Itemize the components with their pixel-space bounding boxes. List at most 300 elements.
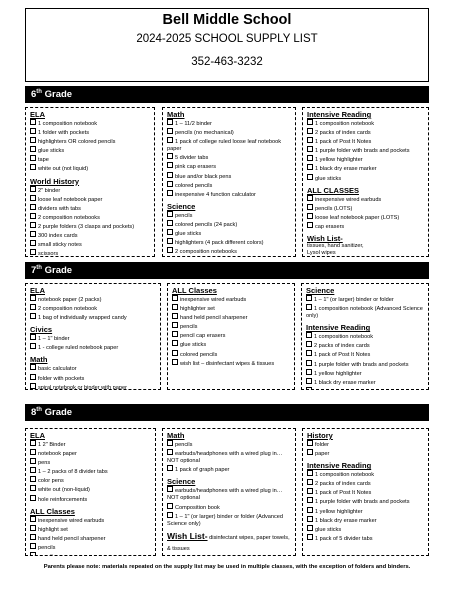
checkbox-icon[interactable] [307, 449, 313, 455]
grade-6-bar [25, 86, 429, 103]
supply-item-text: paper [315, 451, 330, 458]
checkbox-icon[interactable] [30, 495, 36, 501]
supply-item [167, 229, 292, 238]
checkbox-icon[interactable] [172, 313, 178, 319]
header-box [25, 8, 429, 82]
checkbox-icon[interactable] [172, 350, 178, 356]
supply-item-text: pink cap erasers [175, 164, 217, 171]
supply-item [30, 213, 151, 222]
supply-item-text: 1 composition notebook [315, 121, 375, 127]
checkbox-icon[interactable] [167, 465, 173, 471]
checkbox-icon[interactable] [172, 295, 178, 301]
checkbox-icon[interactable] [30, 543, 36, 549]
supply-item [172, 359, 291, 368]
supply-item [307, 164, 425, 173]
grade-7-column-3 [301, 283, 429, 390]
section-all-classes [30, 507, 152, 556]
supply-item [307, 479, 425, 488]
section-heading: Intensive Reading [306, 323, 371, 333]
section-heading: ALL Classes [172, 286, 217, 295]
supply-item-text: highlight set [38, 526, 68, 533]
checkbox-icon[interactable] [30, 213, 36, 219]
supply-item-text: 1 pack of graph paper [175, 467, 230, 474]
supply-item [30, 467, 152, 476]
supply-item-text: 1 pack of Post It Notes [314, 352, 371, 359]
supply-item [307, 222, 425, 231]
checkbox-icon[interactable] [307, 488, 313, 494]
checkbox-icon[interactable] [306, 295, 312, 301]
supply-item [30, 552, 152, 556]
supply-item [30, 222, 151, 231]
checkbox-icon[interactable] [167, 211, 173, 217]
supply-item [30, 543, 152, 552]
checkbox-icon[interactable] [30, 343, 36, 349]
checkbox-icon[interactable] [167, 137, 173, 143]
supply-item [167, 128, 292, 137]
checkbox-icon[interactable] [172, 322, 178, 328]
section-ela [30, 431, 152, 504]
checkbox-icon[interactable] [306, 369, 312, 375]
section-civics [30, 325, 157, 352]
supply-item-text [38, 554, 83, 556]
supply-item [30, 383, 157, 390]
section-intensive-reading [307, 110, 425, 183]
checkbox-icon[interactable] [30, 195, 36, 201]
checkbox-icon[interactable] [167, 486, 173, 492]
supply-item [306, 332, 425, 341]
supply-item [30, 364, 157, 373]
supply-item-text: 1 composition notebook [314, 334, 374, 341]
grade-suffix: th [36, 264, 42, 271]
checkbox-icon[interactable] [307, 128, 313, 134]
checkbox-icon[interactable] [307, 195, 313, 201]
supply-item-text: spiral notebook or binder with paper [38, 384, 127, 390]
parents-note: Parents please note: materials repeated on the supply list may be used in multiple classes, with the exception of folders and binders. [43, 564, 411, 570]
grade-7-column-1 [25, 283, 161, 390]
supply-item [30, 155, 151, 164]
checkbox-icon[interactable] [307, 440, 313, 446]
checkbox-icon[interactable] [30, 304, 36, 310]
supply-item [30, 137, 151, 146]
supply-item-text: glue sticks [315, 526, 342, 533]
section-all-classes [307, 186, 425, 231]
grade-label: Grade [41, 407, 73, 418]
supply-item-text: inexpensive wired earbuds [180, 297, 247, 303]
checkbox-icon[interactable] [307, 119, 313, 125]
section-heading: History [307, 431, 333, 440]
checkbox-icon[interactable] [167, 503, 173, 509]
checkbox-icon[interactable] [167, 162, 173, 168]
supply-item-text: colored pencils [180, 351, 218, 358]
supply-item-text: colored pencils (24 pack) [175, 221, 238, 228]
grade-8-column-3 [302, 428, 429, 556]
supply-item-text: pencils [38, 544, 56, 551]
section-heading: ELA [30, 431, 45, 440]
supply-item-text: color pens [38, 478, 64, 485]
supply-item [30, 476, 152, 485]
checkbox-icon[interactable] [30, 552, 36, 556]
supply-item-text: 2 composition notebooks [175, 249, 237, 256]
supply-item [167, 486, 292, 502]
checkbox-icon[interactable] [30, 137, 36, 143]
checkbox-icon[interactable] [307, 507, 313, 513]
phone-number: 352-463-3232 [191, 56, 263, 68]
grade-7-bar [25, 262, 429, 279]
supply-item-text: glue sticks [315, 175, 342, 182]
supply-item [306, 295, 425, 304]
wish-list-line: Lysol wipes [307, 250, 336, 257]
checkbox-icon[interactable] [30, 374, 36, 380]
supply-item [307, 449, 425, 458]
supply-item [30, 374, 157, 383]
section-heading: Math [167, 431, 185, 440]
checkbox-icon[interactable] [307, 516, 313, 522]
supply-item [307, 213, 425, 222]
checkbox-icon[interactable] [30, 119, 36, 125]
supply-item [306, 304, 425, 320]
checkbox-icon[interactable] [30, 204, 36, 210]
supply-item [167, 162, 292, 171]
supply-item [307, 516, 425, 525]
section-heading: ELA [30, 110, 45, 119]
checkbox-icon[interactable] [30, 467, 36, 473]
supply-item [167, 220, 292, 229]
supply-item-text: 1 composition notebook [315, 472, 375, 479]
supply-item-text: 300 index cards [38, 233, 78, 240]
section-heading: ALL CLASSES [307, 185, 359, 195]
supply-item [30, 334, 157, 343]
supply-item-text: scissors [38, 251, 59, 257]
section-heading: Science [167, 201, 196, 211]
section-math [30, 355, 157, 390]
section-science [306, 286, 425, 320]
section-ela [30, 286, 157, 322]
section-heading: Intensive Reading [307, 461, 372, 471]
supply-item [30, 295, 157, 304]
checkbox-icon[interactable] [30, 440, 36, 446]
supply-item-text: inexpensive 4 function calculator [175, 191, 256, 198]
supply-item-text: 1 black dry erase marker [315, 166, 377, 173]
supply-item [30, 304, 157, 313]
checkbox-icon[interactable] [307, 155, 313, 161]
section-math [167, 431, 292, 474]
checkbox-icon[interactable] [30, 516, 36, 522]
checkbox-icon[interactable] [30, 458, 36, 464]
checkbox-icon[interactable] [306, 341, 312, 347]
checkbox-icon[interactable] [307, 213, 313, 219]
section-math [167, 110, 292, 199]
supply-item [307, 137, 425, 146]
grade-8-column-1 [25, 428, 156, 556]
checkbox-icon[interactable] [30, 186, 36, 192]
section-world-history [30, 177, 151, 257]
supply-item-text: cap erasers [315, 223, 345, 230]
supply-item-text: 2 packs of index cards [315, 130, 371, 137]
supply-item [167, 465, 292, 474]
checkbox-icon[interactable] [307, 534, 313, 540]
checkbox-icon[interactable] [167, 247, 173, 253]
checkbox-icon[interactable] [172, 331, 178, 337]
checkbox-icon[interactable] [167, 449, 173, 455]
supply-item-text: Composition book [175, 504, 220, 511]
supply-item [306, 341, 425, 350]
grade-label: Grade [41, 265, 73, 276]
checkbox-icon[interactable] [167, 256, 173, 257]
checkbox-icon[interactable] [167, 238, 173, 244]
supply-item [30, 128, 151, 137]
checkbox-icon[interactable] [307, 479, 313, 485]
supply-item-text: 1 folder with pockets [38, 130, 89, 137]
supply-item-text: 1 purple folder with brads and pockets [314, 361, 409, 368]
supply-item-text: 2 purple folders (3 clasps and pockets) [38, 223, 135, 230]
checkbox-icon[interactable] [167, 172, 173, 178]
supply-item [307, 155, 425, 164]
supply-item-text: 1 2" Binder [38, 442, 66, 448]
supply-item [306, 378, 425, 387]
supply-item [167, 247, 292, 256]
grade-6-column-1 [25, 107, 155, 257]
supply-item [30, 249, 151, 257]
supply-item-text: 1 pack of 5 divider tabs [315, 535, 373, 542]
supply-item-text: blue and/or black pens [175, 173, 232, 180]
supply-item [307, 119, 425, 128]
checkbox-icon[interactable] [306, 332, 312, 338]
supply-item-text: 1 composition notebook (Advanced Science only) [306, 306, 423, 320]
checkbox-icon[interactable] [307, 525, 313, 531]
section-heading: ALL Classes [30, 506, 75, 516]
list-title: 2024-2025 SCHOOL SUPPLY LIST [136, 33, 318, 45]
supply-item-text: folder with pockets [38, 375, 85, 382]
checkbox-icon[interactable] [306, 378, 312, 384]
supply-item [172, 295, 291, 304]
checkbox-icon[interactable] [30, 155, 36, 161]
supply-item-text: hand held pencil sharpener [38, 535, 106, 542]
supply-item-text: pencils [175, 212, 193, 219]
supply-item-text: basic calculator [38, 366, 77, 373]
section-heading: Math [30, 355, 48, 365]
checkbox-icon[interactable] [30, 334, 36, 340]
supply-item-text: 1 - college ruled notebook paper [38, 345, 119, 352]
supply-item-text: 2" binder [38, 187, 61, 194]
supply-item-text: highlighters OR colored pencils [38, 139, 116, 146]
supply-item [306, 360, 425, 369]
supply-item [30, 449, 152, 458]
supply-item-text: pens [38, 460, 51, 467]
supply-item-text: loose leaf notebook paper [38, 196, 103, 203]
grade-8-column-2 [162, 428, 296, 556]
checkbox-icon[interactable] [167, 190, 173, 196]
supply-item [307, 470, 425, 479]
supply-item-text: highlighters (4 pack different colors) [175, 240, 264, 247]
supply-item [307, 534, 425, 543]
supply-item [307, 525, 425, 534]
supply-item [30, 313, 157, 322]
supply-item [307, 174, 425, 183]
checkbox-icon[interactable] [30, 128, 36, 134]
supply-item [172, 313, 291, 322]
grade-7-column-2 [167, 283, 295, 390]
section-science [167, 202, 292, 257]
supply-item-text: white out (non-liquid) [38, 487, 90, 494]
school-name: Bell Middle School [162, 12, 292, 28]
supply-item-text: 1 pack of Post It Notes [315, 490, 372, 497]
supply-item [167, 440, 292, 449]
supply-item-text: 2 composition notebooks [38, 214, 100, 221]
supply-item [306, 387, 425, 390]
checkbox-icon[interactable] [167, 220, 173, 226]
supply-item [306, 369, 425, 378]
section-heading: Science [167, 477, 196, 487]
supply-item [172, 331, 291, 340]
supply-item-text: 1 pack of college ruled loose leaf notebook paper [167, 139, 282, 153]
supply-item-text: 1 – 1" (or larger) binder or folder (Advanced Science only) [167, 513, 284, 527]
supply-item [167, 503, 292, 512]
checkbox-icon[interactable] [172, 340, 178, 346]
supply-item-text: earbuds/headphones with a wired plug in…NOT optional [167, 451, 283, 465]
supply-item-text: loose leaf notebook paper (LOTS) [315, 214, 400, 221]
checkbox-icon[interactable] [307, 222, 313, 228]
checkbox-icon[interactable] [30, 449, 36, 455]
grade-suffix: th [36, 88, 42, 95]
supply-item [30, 343, 157, 352]
checkbox-icon[interactable] [167, 440, 173, 446]
supply-item-text: 1 – 2 packs of 8 divider tabs [38, 469, 108, 476]
supply-item [167, 153, 292, 162]
supply-item-text: glue sticks [180, 342, 207, 349]
section-heading: World History [30, 176, 80, 186]
supply-item [167, 181, 292, 190]
section-heading: Wish List- [307, 234, 343, 244]
supply-item [172, 322, 291, 331]
checkbox-icon[interactable] [307, 164, 313, 170]
supply-item [167, 238, 292, 247]
section-wish-list [307, 234, 425, 257]
section-history [307, 431, 425, 458]
supply-item [30, 516, 152, 525]
supply-item-text: 1 black dry erase marker [314, 379, 376, 386]
supply-item [167, 172, 292, 181]
checkbox-icon[interactable] [30, 295, 36, 301]
checkbox-icon[interactable] [307, 497, 313, 503]
supply-item [167, 449, 292, 465]
checkbox-icon[interactable] [30, 313, 36, 319]
checkbox-icon[interactable] [167, 512, 173, 518]
supply-item-text: small sticky notes [38, 242, 82, 249]
checkbox-icon[interactable] [172, 359, 178, 365]
checkbox-icon[interactable] [307, 470, 313, 476]
grade-suffix: th [36, 406, 42, 413]
checkbox-icon[interactable] [30, 476, 36, 482]
wish-list-line: tissues, hand sanitizer, [307, 243, 364, 250]
checkbox-icon[interactable] [167, 128, 173, 134]
checkbox-icon[interactable] [307, 137, 313, 143]
checkbox-icon[interactable] [307, 174, 313, 180]
supply-item-text: 1 – 11/2 binder [175, 121, 212, 127]
checkbox-icon[interactable] [30, 240, 36, 246]
checkbox-icon[interactable] [167, 229, 173, 235]
checkbox-icon[interactable] [30, 222, 36, 228]
checkbox-icon[interactable] [307, 204, 313, 210]
supply-item-text: folder [315, 442, 329, 448]
checkbox-icon[interactable] [167, 181, 173, 187]
checkbox-icon[interactable] [306, 304, 312, 310]
supply-item [307, 440, 425, 449]
grade-number: 7 [31, 265, 37, 276]
checkbox-icon[interactable] [172, 304, 178, 310]
wish-list-row [167, 531, 292, 553]
supply-item [30, 534, 152, 543]
section-science [167, 477, 292, 527]
section-heading: Intensive Reading [307, 110, 372, 119]
supply-item-text: 1 yellow highlighter [314, 370, 362, 377]
supply-item-text: 1 bag of individually wrapped candy [38, 315, 127, 322]
checkbox-icon[interactable] [306, 387, 312, 390]
supply-item-text: 5 divider tabs [175, 155, 209, 162]
supply-item [307, 507, 425, 516]
checkbox-icon[interactable] [306, 350, 312, 356]
supply-item-text: 2 packs of index cards [315, 481, 371, 488]
supply-item [30, 195, 151, 204]
supply-item [30, 119, 151, 128]
supply-item-text: inexpensive wired earbuds [315, 196, 382, 203]
section-wish-list [167, 531, 292, 553]
supply-item-text: 1 – 1" binder [38, 336, 70, 343]
checkbox-icon[interactable] [30, 164, 36, 170]
supply-item [30, 204, 151, 213]
supply-item-text: 2 packs of index cards [314, 343, 370, 350]
checkbox-icon[interactable] [30, 249, 36, 255]
supply-item-text: hole reinforcements [38, 496, 88, 503]
supply-item-text: colored pencils [175, 182, 213, 189]
section-heading: Civics [30, 325, 53, 335]
checkbox-icon[interactable] [167, 153, 173, 159]
checkbox-icon[interactable] [30, 525, 36, 531]
supply-item [167, 211, 292, 220]
supply-item [30, 231, 151, 240]
checkbox-icon[interactable] [306, 360, 312, 366]
supply-item-text: highlighter set [180, 306, 215, 313]
checkbox-icon[interactable] [307, 146, 313, 152]
supply-item-text: 1 purple folder with brads and pockets [315, 148, 410, 155]
checkbox-icon[interactable] [30, 146, 36, 152]
checkbox-icon[interactable] [30, 534, 36, 540]
checkbox-icon[interactable] [167, 119, 173, 125]
supply-item [167, 512, 292, 528]
supply-item-text: pencils (LOTS) [315, 205, 353, 212]
supply-item-text: 1 purple folder with brads and pockets [315, 499, 410, 506]
wish-list-note: disinfectant wipes, paper towels, & tissues [167, 534, 290, 552]
section-all-classes [172, 286, 291, 368]
section-intensive-reading [307, 461, 425, 543]
checkbox-icon[interactable] [30, 485, 36, 491]
supply-item-text: glue sticks [175, 231, 202, 238]
supply-item [167, 119, 292, 128]
supply-item-text: notebook paper [38, 451, 77, 458]
checkbox-icon[interactable] [30, 231, 36, 237]
supply-item-text: white out (not liquid) [38, 166, 89, 173]
checkbox-icon[interactable] [30, 364, 36, 370]
supply-item [307, 146, 425, 155]
supply-item [30, 146, 151, 155]
supply-item-text [314, 389, 340, 390]
supply-item-text: wish list – disinfectant wipes & tissues [180, 360, 275, 367]
supply-item [307, 195, 425, 204]
checkbox-icon[interactable] [30, 383, 36, 389]
supply-item [307, 488, 425, 497]
supply-item [167, 190, 292, 199]
supply-item-text: 1 yellow highlighter [315, 508, 363, 515]
supply-item [307, 497, 425, 506]
